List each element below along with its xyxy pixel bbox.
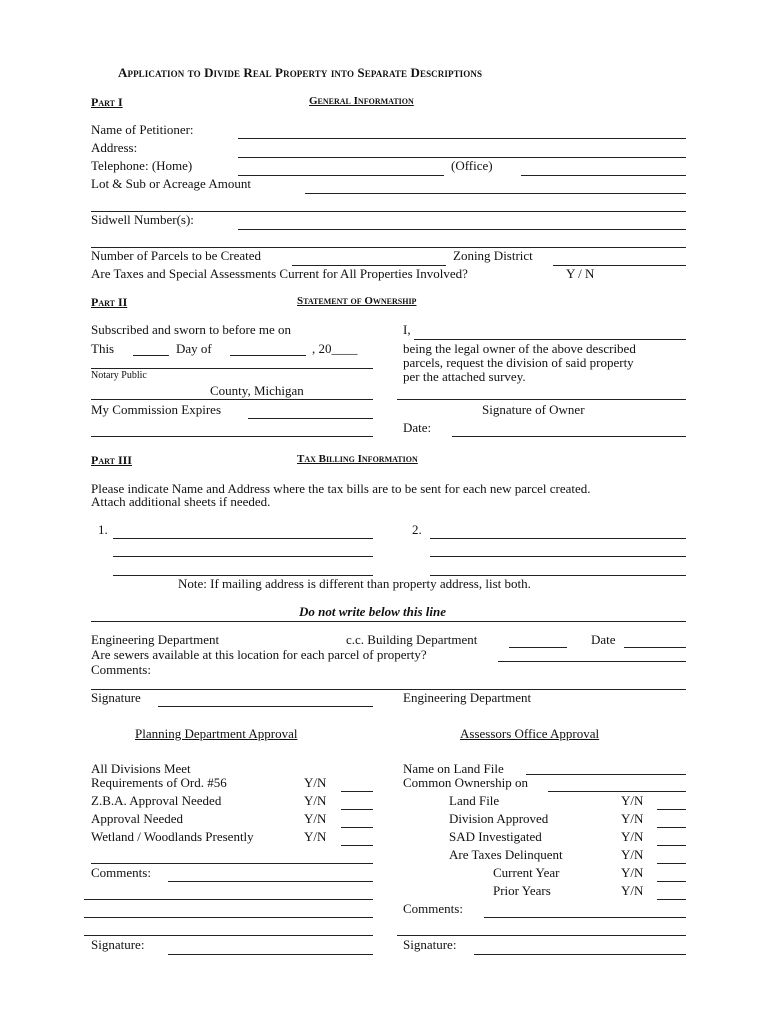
name-field[interactable] (238, 138, 686, 139)
address-label: Address: (91, 140, 138, 155)
part3-label: Part III (91, 453, 132, 467)
planning-signature-field[interactable] (168, 954, 373, 955)
prior-years-field[interactable] (657, 899, 686, 900)
mailing-note: Note: If mailing address is different than property address, list both. (178, 576, 531, 591)
common-ownership-field[interactable] (548, 791, 686, 792)
commission-label: My Commission Expires (91, 402, 222, 417)
common-ownership-label: Common Ownership on (403, 775, 528, 790)
zba-label: Z.B.A. Approval Needed (91, 793, 222, 808)
current-year-yn[interactable]: Y/N (621, 865, 644, 880)
sworn-text: Subscribed and sworn to before me on (91, 322, 292, 337)
address-2-line-2[interactable] (430, 556, 686, 557)
sewers-field[interactable] (498, 661, 686, 662)
land-file-yn[interactable]: Y/N (621, 793, 644, 808)
planning-comments-label: Comments: (91, 865, 151, 880)
county-line[interactable] (91, 399, 373, 400)
notary-signature-line[interactable] (91, 368, 373, 369)
cc-building-label: c.c. Building Department (346, 632, 478, 647)
sad-field[interactable] (657, 845, 686, 846)
engineering-signature-field[interactable] (158, 706, 373, 707)
sidwell-label: Sidwell Number(s): (91, 212, 194, 227)
planning-comments-field-2[interactable] (84, 899, 373, 900)
zba-yn[interactable]: Y/N (304, 793, 327, 808)
owner-date-field[interactable] (452, 436, 686, 437)
planning-heading: Planning Department Approval (135, 726, 298, 741)
divisions-yn[interactable]: Y/N (304, 775, 327, 790)
planning-signature-label: Signature: (91, 937, 145, 952)
taxes-yn[interactable]: Y / N (566, 266, 595, 281)
office-label: (Office) (451, 158, 493, 173)
assessors-comments-field-1[interactable] (484, 917, 686, 918)
form-title: Application to Divide Real Property into Separate Descriptions (118, 65, 483, 80)
part2-label: Part II (91, 295, 128, 309)
engineering-dept-label: Engineering Department (403, 690, 532, 705)
name-label: Name of Petitioner: (91, 122, 194, 137)
prior-years-label: Prior Years (493, 883, 551, 898)
planning-comments-field-4[interactable] (84, 935, 373, 936)
address-2-line-1[interactable] (430, 538, 686, 539)
i-label: I, (403, 322, 411, 337)
division-approved-yn[interactable]: Y/N (621, 811, 644, 826)
this-label: This (91, 341, 115, 356)
wetland-yn[interactable]: Y/N (304, 829, 327, 844)
divisions-field[interactable] (341, 791, 373, 792)
address-2-number: 2. (412, 522, 422, 537)
lot-field[interactable] (305, 193, 686, 194)
approval-needed-label: Approval Needed (91, 811, 184, 826)
divisions-meet-label-2: Requirements of Ord. #56 (91, 775, 227, 790)
assessors-signature-label: Signature: (403, 937, 457, 952)
taxes-delinquent-label: Are Taxes Delinquent (449, 847, 563, 862)
engineering-comments-label: Comments: (91, 662, 151, 677)
part1-heading: General Information (309, 95, 414, 107)
do-not-write-notice: Do not write below this line (299, 604, 446, 619)
month-field[interactable] (230, 355, 306, 356)
part3-heading: Tax Billing Information (297, 453, 418, 465)
engineering-comments-field[interactable] (91, 689, 686, 690)
instructions-line-2: Attach additional sheets if needed. (91, 494, 271, 509)
telephone-label: Telephone: (Home) (91, 158, 193, 173)
sad-label: SAD Investigated (449, 829, 542, 844)
notary-label: Notary Public (91, 370, 147, 381)
owner-text-1: being the legal owner of the above described (403, 341, 636, 356)
sad-yn[interactable]: Y/N (621, 829, 644, 844)
engineering-signature-label: Signature (91, 690, 141, 705)
division-approved-field[interactable] (657, 827, 686, 828)
current-year-label: Current Year (493, 865, 560, 880)
address-1-number: 1. (98, 522, 108, 537)
taxes-delinquent-field[interactable] (657, 863, 686, 864)
approval-yn[interactable]: Y/N (304, 811, 327, 826)
sewers-label: Are sewers available at this location for each parcel of property? (91, 647, 427, 662)
taxes-label: Are Taxes and Special Assessments Current for All Properties Involved? (91, 266, 468, 281)
parcels-label: Number of Parcels to be Created (91, 248, 262, 263)
sidwell-field[interactable] (238, 229, 686, 230)
day-field[interactable] (133, 355, 169, 356)
taxes-delinquent-yn[interactable]: Y/N (621, 847, 644, 862)
day-of-label: Day of (176, 341, 212, 356)
commission-field-2[interactable] (91, 436, 373, 437)
zoning-label: Zoning District (453, 248, 533, 263)
planning-line[interactable] (91, 863, 373, 864)
wetland-field[interactable] (341, 845, 373, 846)
name-land-file-field[interactable] (526, 774, 686, 775)
address-1-line-1[interactable] (113, 538, 373, 539)
current-year-field[interactable] (657, 881, 686, 882)
engineering-label: Engineering Department (91, 632, 220, 647)
cc-building-field[interactable] (509, 647, 567, 648)
address-1-line-2[interactable] (113, 556, 373, 557)
zba-field[interactable] (341, 809, 373, 810)
part2-heading: Statement of Ownership (297, 295, 417, 307)
lot-label: Lot & Sub or Acreage Amount (91, 176, 251, 191)
prior-years-yn[interactable]: Y/N (621, 883, 644, 898)
approval-field[interactable] (341, 827, 373, 828)
county-label: County, Michigan (210, 383, 304, 398)
owner-text-2: parcels, request the division of said property (403, 355, 634, 370)
instructions-line-1: Please indicate Name and Address where the tax bills are to be sent for each new parcel created. (91, 481, 591, 496)
signature-owner-label: Signature of Owner (482, 402, 585, 417)
office-phone-field[interactable] (521, 175, 686, 176)
land-file-field[interactable] (657, 809, 686, 810)
assessors-comments-label: Comments: (403, 901, 463, 916)
commission-field[interactable] (248, 418, 373, 419)
name-land-file-label: Name on Land File (403, 761, 504, 776)
divider-line (91, 621, 686, 622)
assessors-signature-field[interactable] (474, 954, 686, 955)
wetland-label: Wetland / Woodlands Presently (91, 829, 254, 844)
home-phone-field[interactable] (238, 175, 444, 176)
year-label: , 20____ (312, 341, 358, 356)
planning-comments-field-1[interactable] (168, 881, 373, 882)
land-file-label: Land File (449, 793, 500, 808)
owner-signature-line[interactable] (397, 399, 686, 400)
engineering-date-field[interactable] (624, 647, 686, 648)
engineering-date-label: Date (591, 632, 616, 647)
part1-label: Part I (91, 95, 123, 109)
owner-name-field[interactable] (414, 339, 686, 340)
divisions-meet-label-1: All Divisions Meet (91, 761, 191, 776)
division-approved-label: Division Approved (449, 811, 549, 826)
owner-text-3: per the attached survey. (403, 369, 526, 384)
assessors-comments-field-2[interactable] (397, 935, 686, 936)
assessors-heading: Assessors Office Approval (460, 726, 600, 741)
planning-comments-field-3[interactable] (84, 917, 373, 918)
owner-date-label: Date: (403, 420, 432, 435)
